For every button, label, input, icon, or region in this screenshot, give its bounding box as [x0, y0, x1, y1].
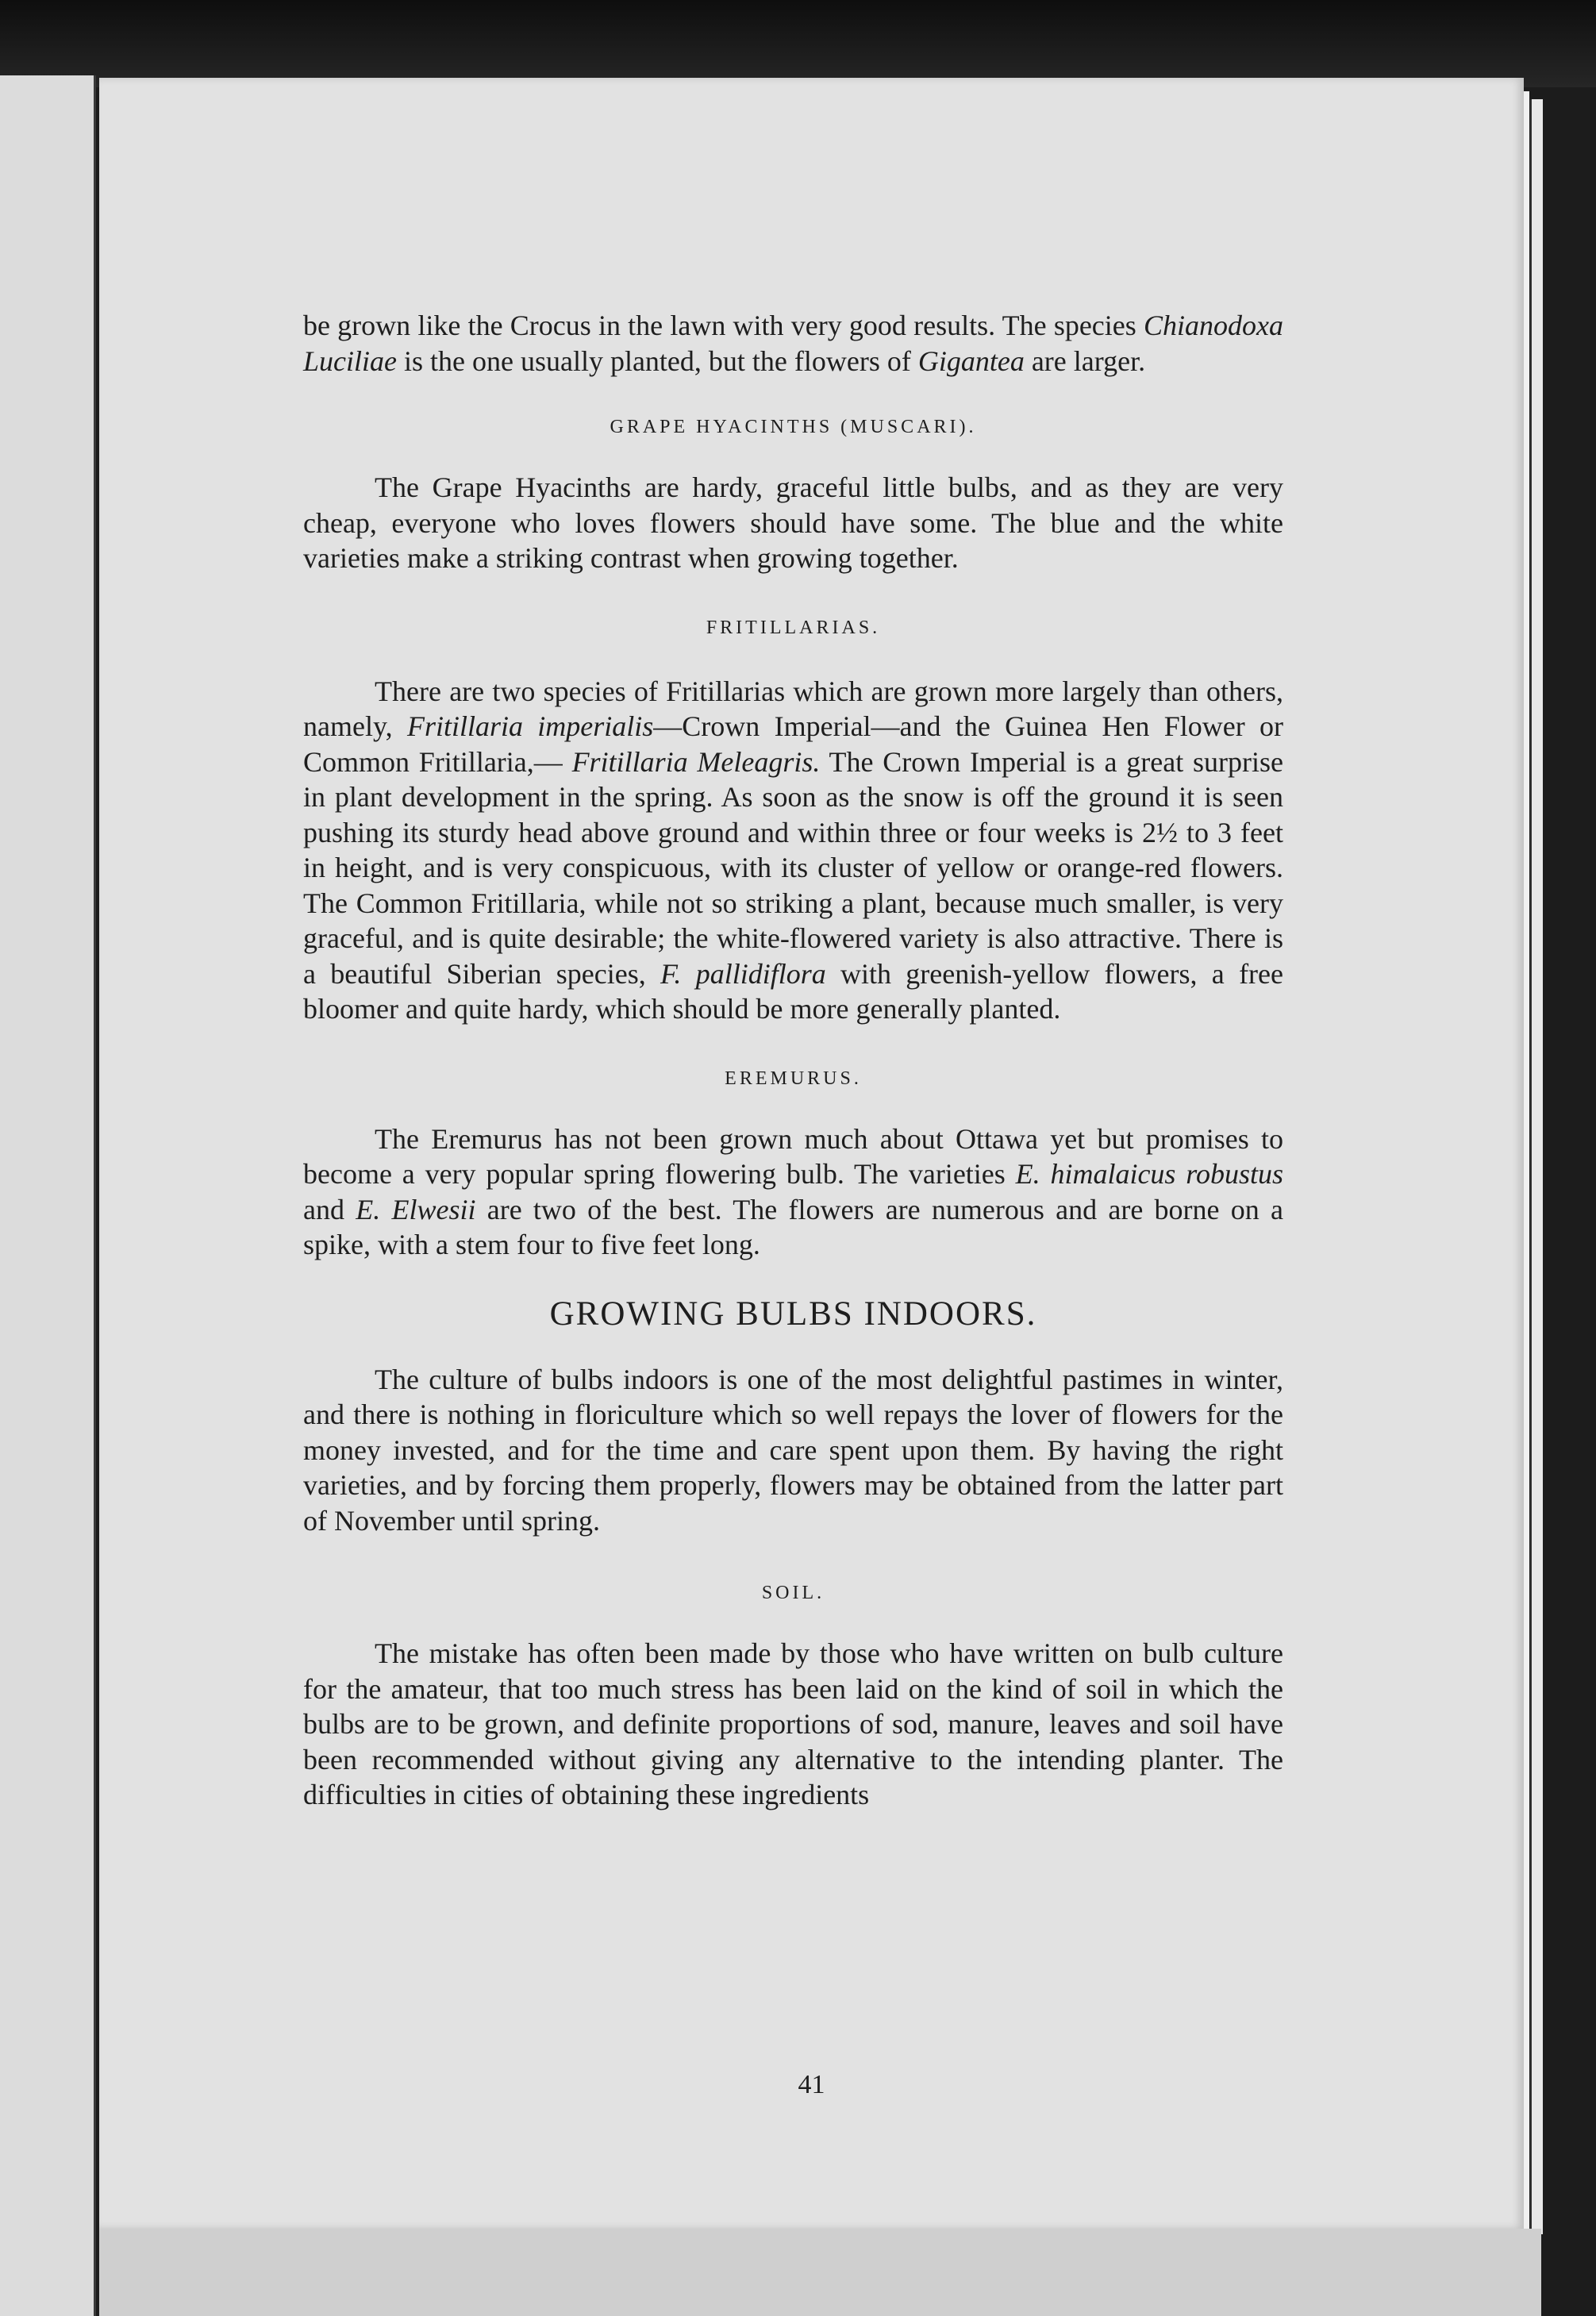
fritillarias-paragraph: There are two species of Fritillarias which are grown more largely than others, namely, Fritillaria imperialis—Crown Imperial—and the Guinea Hen Flower or Common Fritillaria,— Fritillaria Meleagris. The Crown Imperial is a great surprise in plant development in the spring. As soon as the snow is off the ground it is seen pushing its sturdy head above ground and within three or four weeks is 2½ to 3 feet in height, and is very conspicuous, with its cluster of yellow or orange-red flowers. The Common Fritillaria, while not so striking a plant, because much smaller, is very graceful, and is quite desirable; the white-flowered variety is also attractive. There is a beautiful Siberian species, F. pallidiflora with greenish-yellow flowers, a free bloomer and quite hardy, which should be more generally planted.	[303, 675, 1284, 1025]
soil-paragraph: The mistake has often been made by those who have written on bulb culture for the amateur, that too much stress has been laid on the kind of soil in which the bulbs are to be grown, and definite proportions of sod, manure, leaves and soil have been recommended without giving any alternative to the intending planter. The difficulties in cities of obtaining these ingredients	[303, 1637, 1283, 1810]
page-text	[303, 308, 1283, 1813]
scan-background	[0, 0, 1596, 87]
page-number: 41	[798, 2070, 825, 2099]
heading-fritillarias: FRITILLARIAS.	[706, 617, 881, 638]
indoors-paragraph: The culture of bulbs indoors is one of the most delightful pastimes in winter, and there is nothing in floriculture which so well repays the lover of flowers for the money invested, and for the time and care spent upon them. By having the right varieties, and by forcing them properly, flowers may be obtained from the latter part of November until spring.	[303, 1363, 1283, 1537]
heading-growing-bulbs-indoors: GROWING BULBS INDOORS.	[549, 1295, 1037, 1333]
heading-grape-hyacinths: GRAPE HYACINTHS (MUSCARI).	[610, 417, 977, 437]
page-edge-back	[1530, 99, 1543, 2234]
scan-bottom	[99, 2229, 1541, 2316]
intro-paragraph: be grown like the Crocus in the lawn with very good results. The species Chianodoxa Luciliae is the one usually planted, but the flowers of Gigantea are larger.	[303, 310, 1283, 377]
eremurus-paragraph: The Eremurus has not been grown much about Ottawa yet but promises to become a very popular spring flowering bulb. The varieties E. himalaicus robustus and E. Elwesii are two of the best. The flowers are numerous and are borne on a spike, with a stem four to five feet long.	[303, 1122, 1283, 1260]
heading-eremurus: EREMURUS.	[725, 1068, 862, 1089]
grape-hyacinths-paragraph: The Grape Hyacinths are hardy, graceful little bulbs, and as they are very cheap, everyone who loves flowers should have some. The blue and the white varieties make a striking contrast when growing together.	[303, 471, 1283, 574]
facing-page-edge	[0, 75, 96, 2316]
heading-soil: SOIL.	[761, 1583, 825, 1603]
